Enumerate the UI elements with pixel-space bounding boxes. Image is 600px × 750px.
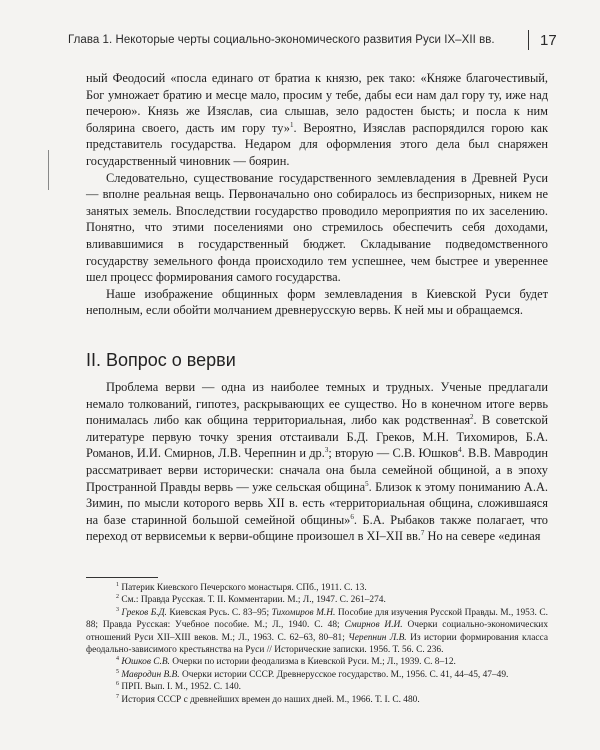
footnote: $^7$ История СССР с древнейших времен до наших дней. М., 1966. Т. I. С. 480. xyxy=(116,693,420,705)
paragraph: ный Феодосий «посла единаго от братиа к князю, рек тако: «Княже благочестивый, Бог умножает братию и месце мало, просим у тебе, дабы еси нам дал гору ту, иже над печерою». Князь же Изяслав, сиа слышав, зело радостен бысть; и посла к ним болярина своего, дасть им гору ту»$^1$. Вероятно, Изяслав распорядился горою как представитель государства. Недаром для оформления этого дела был снаряжен государственный чиновник — боярин. xyxy=(86,71,548,168)
footnote: $^5$ Мавродин В.В. Очерки истории СССР. Древнерусское государство. М., 1956. С. 41, 44–45, 47–49. xyxy=(116,668,509,680)
footnote: $^4$ Юшков С.В. Очерки по истории феодализма в Киевской Руси. М.; Л., 1939. С. 8–12. xyxy=(116,656,456,668)
section-heading: II. Вопрос о верви xyxy=(86,350,236,370)
page-number: 17 xyxy=(540,32,557,49)
paragraph: Наше изображение общинных форм землевладения в Киевской Руси будет неполным, если обойти молчанием древнерусскую вервь. К ней мы и обращаемся. xyxy=(86,286,548,318)
running-header xyxy=(68,30,564,52)
paragraph: Проблема верви — одна из наиболее темных и трудных. Ученые предлагали немало толкований, гипотез, раскрывающих ее существо. Но в конечном итоге вервь понималась либо как община территориальная, либо как родственная$^2$. В советской литературе первую точку зрения отстаивали Б.Д. Греков, М.Н. Тихомиров, Б.А. Романов, И.И. Смирнов, Л.В. Черепнин и др.$^3$; вторую — С.В. Юшков$^4$. В.В. Мавродин рассматривает верви исторически: сначала она была семейной общиной, а в эпоху Пространной Правды вервь — уже сельская община$^5$. Близок к этому пониманию А.А. Зимин, по мысли которого вервь XII в. есть «территориальная община, сложившаяся на базе старинной большой семейной общины»$^6$. Б.А. Рыбаков также полагает, что переход от вервисемьи к верви-общине произошел в XI–XII вв.$^7$ Но на севере «единая xyxy=(86,380,549,544)
footnote-rule xyxy=(86,577,158,578)
footnote: $^6$ ПРП. Вып. I. М., 1952. С. 140. xyxy=(116,681,242,693)
running-header-title: Глава 1. Некоторые черты социально-экономического развития Руси IX–XII вв. xyxy=(68,34,495,46)
footnote: $^3$ Греков Б.Д. Киевская Русь. С. 83–95; Тихомиров М.Н. Пособие для изучения Русской Правды. М., 1953. С. 88; Правда Русская: Учебное пособие. М.; Л., 1940. С. 48; Смирнов И.И. Очерки социально-экономических отношений Руси XII–XIII веков. М.; Л., 1963. С. 62–63, 80–81; Черепнин Л.В. Из истории формирования класса феодально-зависимого крестьянства на Руси // Исторические записки. 1956. Т. 56. С. 236. xyxy=(86,606,549,656)
margin-mark xyxy=(48,150,49,190)
footnote: $^2$ См.: Правда Русская. Т. II. Комментарии. М.; Л., 1947. С. 261–274. xyxy=(116,594,386,606)
body-text-top xyxy=(86,70,548,319)
footnotes xyxy=(86,582,548,706)
header-separator xyxy=(528,30,529,50)
paragraph: Следовательно, существование государственного землевладения в Древней Руси — вполне реальная вещь. Первоначально оно собиралось из беспризорных, никем не занятых земель. Впоследствии государство проводило мероприятия по их заселению. Понятно, что этими поселениями оно стремилось обеспечить себя доходами, вливавшимися в государственный бюджет. Складывание подведомственного государству земельного фонда происходило тем успешнее, чем быстрее и увереннее шел процесс формирования самого государства. xyxy=(86,170,548,285)
footnote: $^1$ Патерик Киевского Печерского монастыря. СПб., 1911. С. 13. xyxy=(116,581,367,593)
body-text-section xyxy=(86,379,548,545)
